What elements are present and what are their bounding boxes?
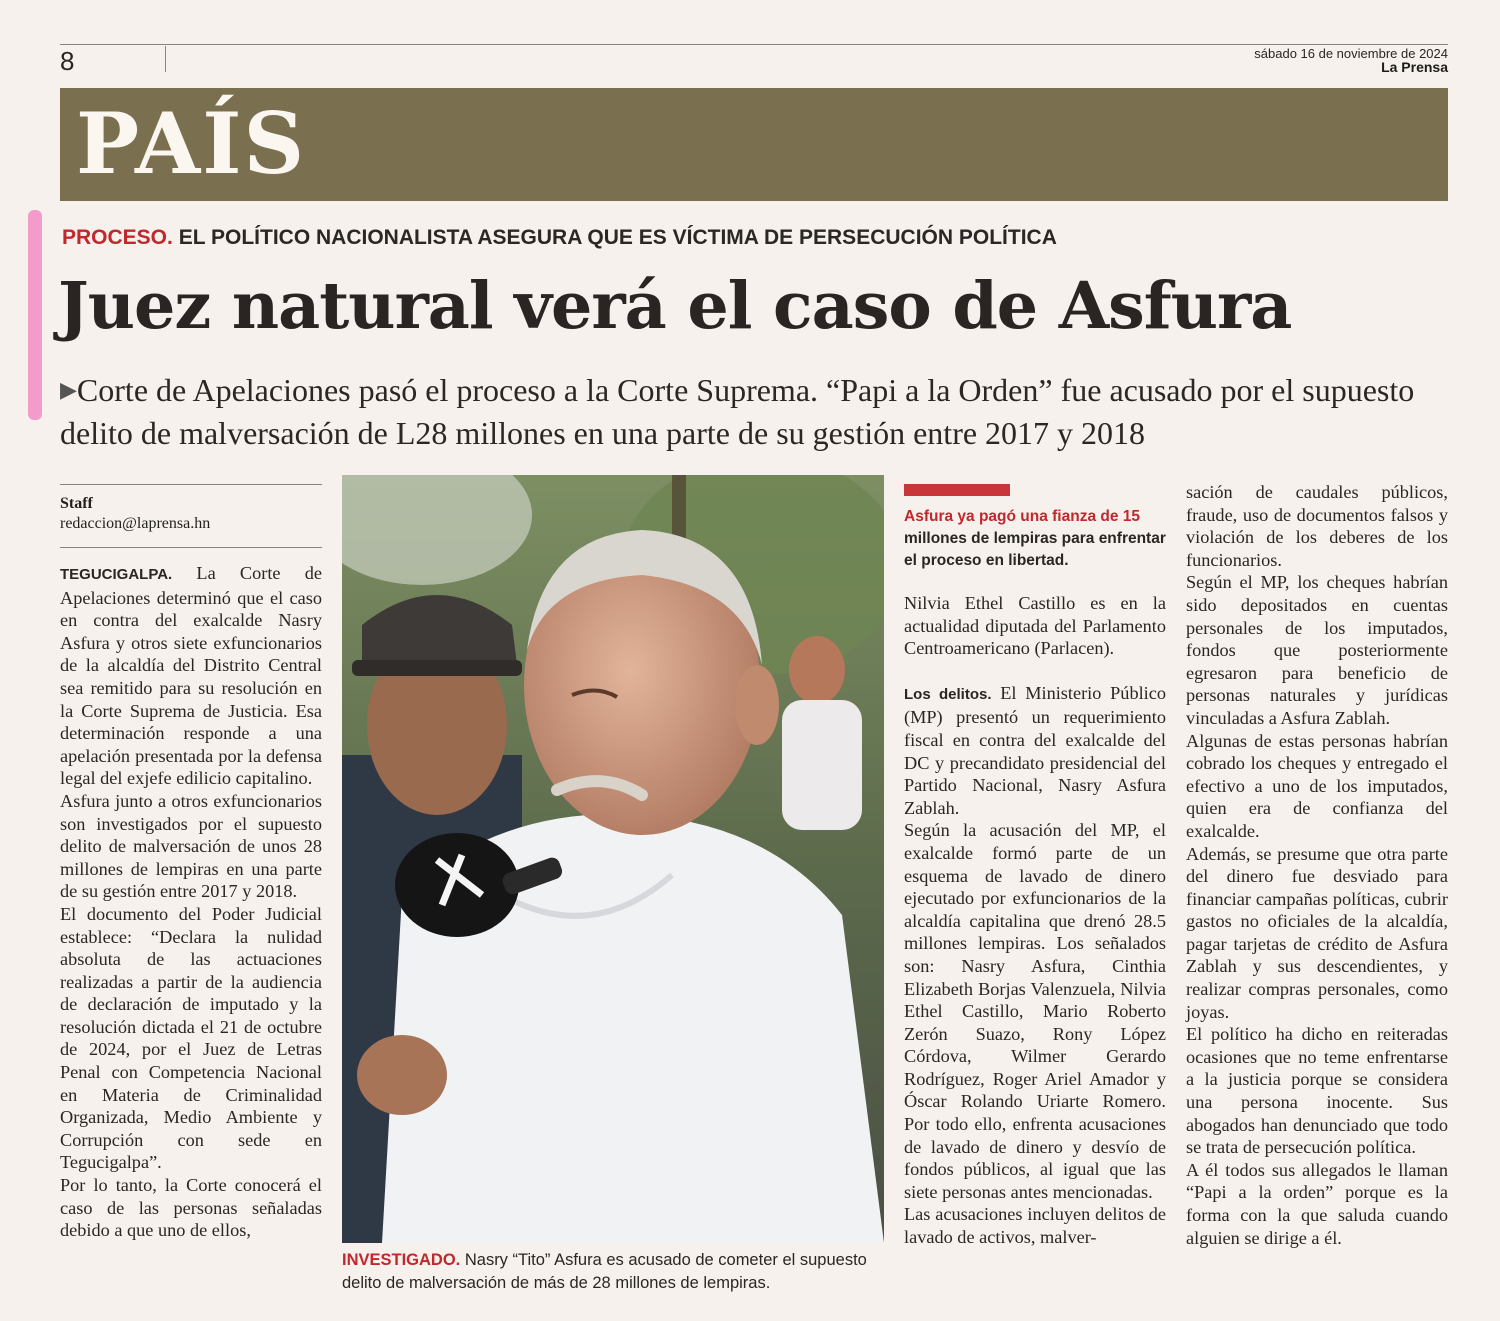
paragraph: [60, 562, 322, 790]
section-banner: [60, 88, 1448, 201]
article-photo: [342, 475, 884, 1243]
byline-rule-bottom: [60, 547, 322, 548]
column-4: [1186, 481, 1448, 1249]
deck-text: Corte de Apelaciones pasó el proceso a la Corte Suprema. “Papi a la Orden” fue acusado por el supuesto delito de malversación de L28 millones en una parte de su gestión entre 2017 y 2018: [60, 372, 1415, 451]
photo-illustration: [342, 475, 884, 1243]
byline-email: redaccion@laprensa.hn: [60, 515, 211, 532]
column-3: [904, 484, 1166, 1249]
pull-quote: [904, 506, 1166, 572]
column-4-text: [1186, 481, 1448, 1249]
paragraph: Asfura junto a otros exfuncionarios son investigados por el supuesto delito de malversación de unos 28 millones de lempiras en una parte de su gestión entre 2017 y 2018.: [60, 790, 322, 902]
caption-text: Nasry “Tito” Asfura es acusado de cometer el supuesto delito de malversación de más de 28 millones de lempiras.: [342, 1251, 867, 1292]
paragraph: Según el MP, los cheques habrían sido depositados en cuentas personales de los imputados, fondos que posteriormente egresaron para beneficio de personas naturales y jurídicas vinculadas a Asfura Zablah.: [1186, 572, 1448, 728]
column-1-text: [60, 562, 322, 1242]
section-title: PAÍS: [76, 94, 307, 193]
pull-quote-bar: [904, 484, 1010, 496]
column-3-text: [904, 592, 1166, 1249]
kicker-text: EL POLÍTICO NACIONALISTA ASEGURA QUE ES VÍCTIMA DE PERSECUCIÓN POLÍTICA: [172, 226, 1057, 249]
paragraph-text: La Corte de Apelaciones determinó que el caso en contra del exalcalde Nasry Asfura y otros siete exfuncionarios de la alcaldía del Distrito Central sea remitido para su resolución en la Corte Suprema de Justicia. Esa determinación responde a una apelación presentada por la defensa legal del exjefe edilicio capitalino.: [60, 563, 322, 789]
paragraph: Nilvia Ethel Castillo es en la actualidad diputada del Parlamento Centroamericano (Parlacen).: [904, 593, 1166, 659]
page-number: 8: [60, 46, 75, 76]
deck: [60, 368, 1460, 455]
paragraph: A él todos sus allegados le llaman “Papi a la orden” porque es la forma con la que saluda cuando alguien se dirige a él.: [1186, 1159, 1448, 1248]
top-rule: [60, 44, 1448, 45]
paragraph: El documento del Poder Judicial establece: “Declara la nulidad absoluta de las actuaciones realizadas a partir de la audiencia de declaración de imputado y la resolución dictada el 21 de octubre de 2024, por el Juez de Letras Penal con Competencia Nacional en Materia de Criminalidad Organizada, Medio Ambiente y Corrupción con sede en Tegucigalpa”.: [60, 903, 322, 1173]
kicker: [62, 226, 1057, 250]
paragraph: [904, 682, 1166, 820]
kicker-tag: PROCESO.: [62, 226, 173, 249]
paragraph: sación de caudales públicos, fraude, uso de documentos falsos y violación de los deberes de los funcionarios.: [1186, 482, 1448, 570]
paragraph: Las acusaciones incluyen delitos de lavado de activos, malver-: [904, 1204, 1166, 1248]
byline-name: Staff: [60, 495, 93, 512]
pull-quote-highlight: Asfura ya pagó una fianza de 15: [904, 508, 1141, 525]
pull-quote-text: millones de lempiras para enfrentar el proceso en libertad.: [904, 530, 1166, 569]
page-number-divider: [165, 46, 166, 72]
paragraph: Algunas de estas personas habrían cobrado los cheques y entregado el efectivo a uno de los imputados, quien era de confianza del exalcalde.: [1186, 730, 1448, 841]
deck-triangle-icon: ▶: [60, 377, 77, 402]
paragraph: Por lo tanto, la Corte conocerá el caso de las personas señaladas debido a que uno de ellos,: [60, 1175, 322, 1241]
spacer: [904, 572, 1166, 592]
dateline: TEGUCIGALPA.: [60, 566, 173, 583]
byline-rule-top: [60, 484, 322, 485]
headline: Juez natural verá el caso de Asfura: [58, 268, 1292, 344]
caption-tag: INVESTIGADO.: [342, 1251, 461, 1269]
highlighter-mark: [28, 210, 42, 420]
subhead: Los delitos.: [904, 685, 992, 703]
issue-date: sábado 16 de noviembre de 2024: [1254, 46, 1448, 61]
newspaper-name: La Prensa: [1381, 59, 1448, 75]
paragraph: Según la acusación del MP, el exalcalde formó parte de un esquema de lavado de dinero ejecutado por exfuncionarios de la alcaldía capitalina que drenó 28.5 millones lempiras. Los señalados son: Nasry Asfura, Cinthia Elizabeth Borjas Valenzuela, Nilvia Ethel Castillo, Mario Roberto Zerón Suazo, Rony López Córdova, Wilmer Gerardo Rodríguez, Roger Ariel Amador y Óscar Rolando Uriarte Romero. Por todo ello, enfrenta acusaciones de lavado de dinero y desvío de fondos públicos, al igual que las siete personas antes mencionadas.: [904, 820, 1166, 1202]
paragraph: Además, se presume que otra parte del dinero fue desviado para financiar campañas políticas, cubrir gastos no oficiales de la alcaldía, pagar tarjetas de crédito de Asfura Zablah y sus descendientes, y realizar compras personales, como joyas.: [1186, 843, 1448, 1022]
paragraph: El político ha dicho en reiteradas ocasiones que no teme enfrentarse a la justicia porque se considera una persona inocente. Sus abogados han denunciado que todo se trata de persecución política.: [1186, 1024, 1448, 1158]
photo-caption: [342, 1249, 892, 1295]
paragraph-text: El Ministerio Público (MP) presentó un requerimiento fiscal en contra del exalcalde del DC y precandidato presidencial del Partido Nacional, Nasry Asfura Zablah.: [904, 682, 1166, 818]
column-1: [60, 484, 322, 1242]
